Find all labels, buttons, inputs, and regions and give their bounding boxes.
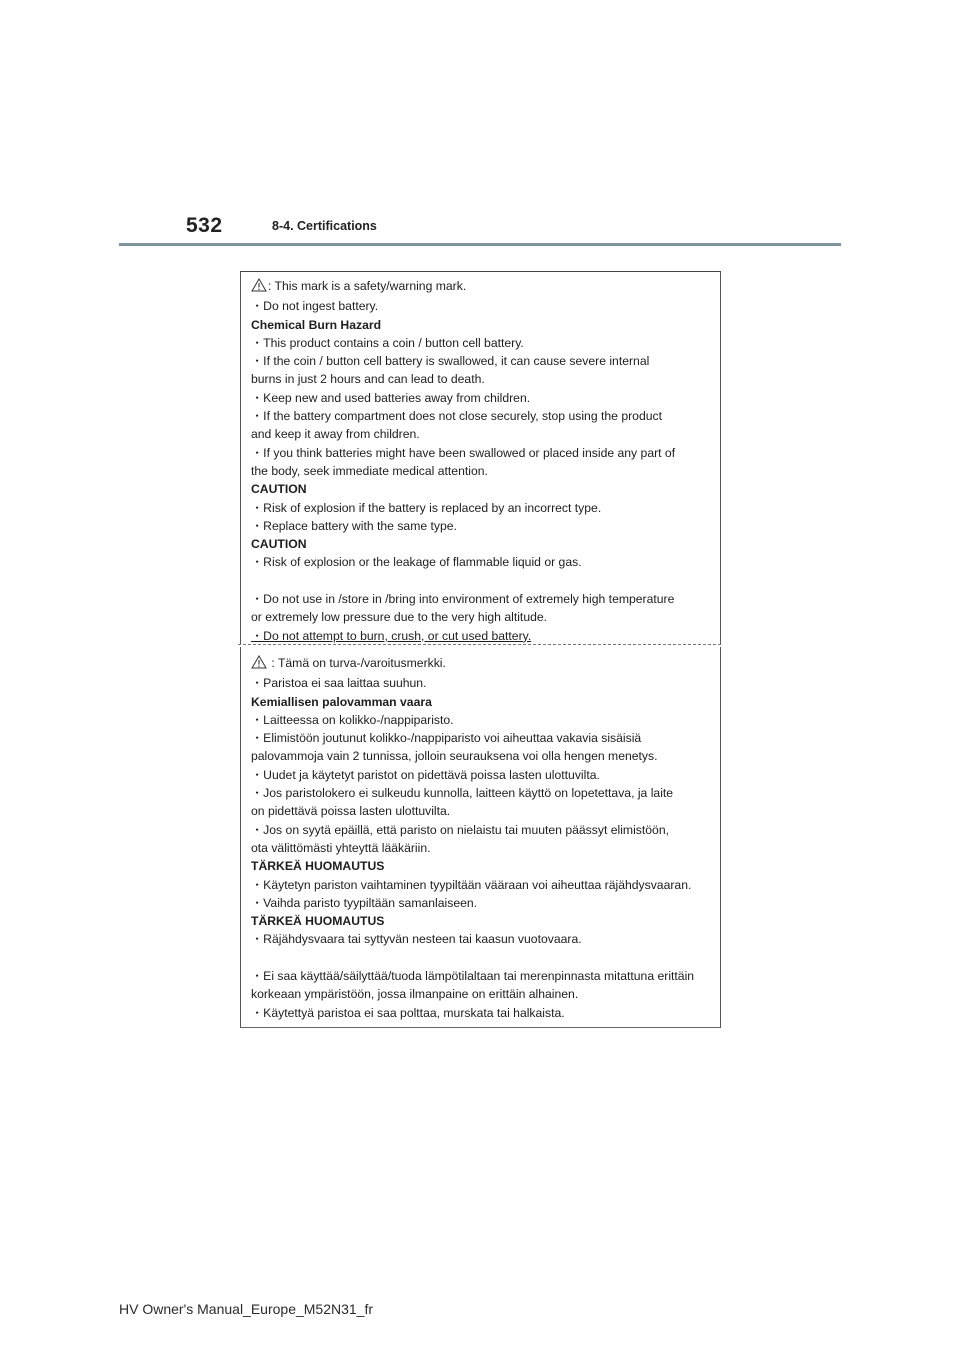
medical-line-2-fi: ota välittömästi yhteyttä lääkäriin. (251, 840, 431, 855)
footer-manual-id: HV Owner's Manual_Europe_M52N31_fr (119, 1301, 374, 1317)
explosion-type-line: ・Risk of explosion if the battery is replaced by an incorrect type. (251, 500, 602, 515)
warning-mark-line (251, 277, 713, 297)
swallowed-line-1-fi: ・Elimistöön joutunut kolikko-/nappiparisto voi aiheuttaa vakavia sisäisiä (251, 731, 642, 746)
children-line: ・Keep new and used batteries away from children. (251, 390, 531, 405)
english-warning-content (251, 277, 713, 645)
leakage-line: ・Risk of explosion or the leakage of flammable liquid or gas. (251, 555, 582, 570)
environment-line-2-fi: korkeaan ympäristöön, jossa ilmanpaine on erittäin alhainen. (251, 987, 579, 1002)
children-line-fi: ・Uudet ja käytetyt paristot on pidettävä poissa lasten ulottuvilta. (251, 767, 600, 782)
warning-mark-line-fi (251, 654, 713, 674)
paragraph-gap (251, 572, 713, 590)
warning-mark-text-fi: : Tämä on turva-/varoitusmerkki. (268, 656, 446, 670)
ingest-line-fi: ・Paristoa ei saa laittaa suuhun. (251, 676, 427, 691)
compartment-line-1: ・If the battery compartment does not close securely, stop using the product (251, 409, 662, 424)
explosion-type-line-fi: ・Käytetyn pariston vaihtaminen tyypiltään vääraan voi aiheuttaa räjähdysvaaran. (251, 877, 692, 892)
section-title: 8-4. Certifications (272, 219, 377, 233)
burn-text: ・Do not attempt to burn, crush, or cut used battery. (251, 628, 532, 643)
environment-line-1-fi: ・Ei saa käyttää/säilyttää/tuoda lämpötilaltaan tai merenpinnasta mitattuna erittäin (251, 969, 695, 984)
caution-heading-2-fi: TÄRKEÄ HUOMAUTUS (251, 914, 385, 929)
replace-line: ・Replace battery with the same type. (251, 518, 457, 533)
header-rule (119, 243, 841, 246)
coin-cell-line-fi: ・Laitteessa on kolikko-/nappiparisto. (251, 712, 454, 727)
warning-triangle-icon (251, 655, 267, 674)
paragraph-gap (251, 949, 713, 967)
language-divider (238, 644, 721, 645)
medical-line-2: the body, seek immediate medical attention. (251, 463, 488, 478)
replace-line-fi: ・Vaihda paristo tyypiltään samanlaiseen. (251, 895, 478, 910)
hazard-heading-fi: Kemiallisen palovamman vaara (251, 694, 432, 709)
certification-label-panel (238, 271, 721, 1027)
warning-triangle-icon (251, 278, 267, 297)
page-number: 532 (186, 214, 223, 237)
compartment-line-2: and keep it away from children. (251, 427, 420, 442)
burn-line (251, 627, 713, 645)
medical-line-1-fi: ・Jos on syytä epäillä, että paristo on nielaistu tai muuten päässyt elimistöön, (251, 822, 669, 837)
ingest-line: ・Do not ingest battery. (251, 299, 379, 314)
finnish-warning-box (240, 647, 721, 1028)
warning-mark-text: : This mark is a safety/warning mark. (268, 279, 467, 293)
leakage-line-fi: ・Räjähdysvaara tai syttyvän nesteen tai kaasun vuotovaara. (251, 932, 582, 947)
hazard-heading: Chemical Burn Hazard (251, 317, 382, 332)
burn-line-fi: ・Käytettyä paristoa ei saa polttaa, murskata tai halkaista. (251, 1005, 565, 1020)
swallowed-line-1: ・If the coin / button cell battery is swallowed, it can cause severe internal (251, 354, 650, 369)
swallowed-line-2: burns in just 2 hours and can lead to death. (251, 372, 485, 387)
finnish-warning-content (251, 654, 713, 1022)
compartment-line-2-fi: on pidettävä poissa lasten ulottuvilta. (251, 804, 451, 819)
medical-line-1: ・If you think batteries might have been swallowed or placed inside any part of (251, 445, 676, 460)
caution-heading-1: CAUTION (251, 482, 307, 497)
environment-line-2: or extremely low pressure due to the very high altitude. (251, 610, 548, 625)
compartment-line-1-fi: ・Jos paristolokero ei sulkeudu kunnolla, laitteen käyttö on lopetettava, ja laite (251, 786, 674, 801)
environment-line-1: ・Do not use in /store in /bring into environment of extremely high temperature (251, 592, 675, 607)
swallowed-line-2-fi: palovammoja vain 2 tunnissa, jolloin seurauksena voi olla hengen menetys. (251, 749, 658, 764)
coin-cell-line: ・This product contains a coin / button cell battery. (251, 335, 524, 350)
caution-heading-2: CAUTION (251, 537, 307, 552)
caution-heading-1-fi: TÄRKEÄ HUOMAUTUS (251, 859, 385, 874)
english-warning-box (240, 271, 721, 645)
